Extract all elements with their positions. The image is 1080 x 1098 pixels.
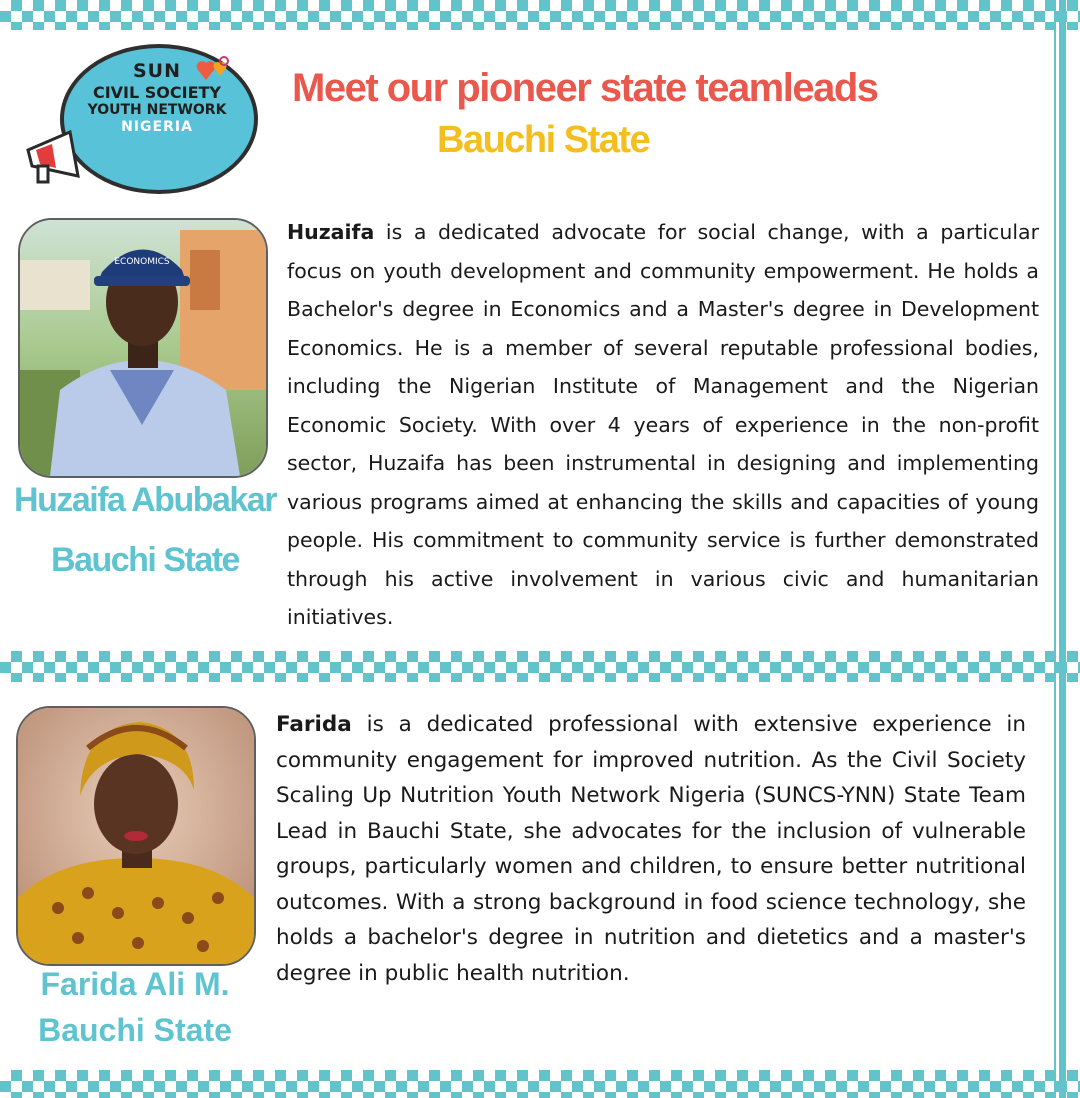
bio-text: is a dedicated advocate for social change, with a particular focus on youth development and community empowerment. He holds a Bachelor's degree in Economics and a Master's degree in Development Economics. He is a member of several reputable professional bodies, including the Nigerian Institute of Management and the Nigerian Economic Society. With over 4 years of experience in the non-profit sector, Huzaifa has been instrumental in designing and implementing various programs aimed at enhancing the skills and capacities of young people. His commitment to community service is further demonstrated through his active involvement in various civic and humanitarian initiatives. <box>287 220 1039 629</box>
megaphone-icon <box>22 126 92 186</box>
page-subtitle: Bauchi State <box>437 119 650 161</box>
logo-line-sun: SUN <box>132 60 181 82</box>
middle-diamond-border <box>0 651 1080 682</box>
profile-state: Bauchi State <box>51 541 239 579</box>
profile-photo-huzaifa <box>18 218 268 478</box>
page-title: Meet our pioneer state teamleads <box>292 66 878 110</box>
logo-line-youth-network: YOUTH NETWORK <box>87 101 227 118</box>
right-border-line <box>1054 0 1056 1098</box>
logo-line-civil-society: CIVIL SOCIETY <box>92 82 222 102</box>
right-border-bar <box>1059 0 1066 1098</box>
bio-lead-name: Huzaifa <box>287 220 375 244</box>
logo-line-nigeria: NIGERIA <box>121 118 193 135</box>
profile-photo-farida <box>16 706 256 966</box>
sun-network-logo <box>22 40 254 192</box>
bio-text: is a dedicated professional with extensive experience in community engagement for improved nutrition. As the Civil Society Scaling Up Nutrition Youth Network Nigeria (SUNCS-YNN) State Team Lead in Bauchi State, she advocates for the inclusion of vulnerable groups, particularly women and children, to ensure better nutritional outcomes. With a strong background in food science technology, she holds a bachelor's degree in nutrition and dietetics and a master's degree in public health nutrition. <box>276 712 1026 986</box>
portrait-man-image <box>20 220 266 476</box>
profile-bio <box>276 707 1026 991</box>
profile-state: Bauchi State <box>38 1012 232 1048</box>
svg-text:ECONOMICS: ECONOMICS <box>114 257 170 267</box>
profile-name: Huzaifa Abubakar <box>14 481 276 519</box>
profile-name: Farida Ali M. <box>40 966 230 1002</box>
top-diamond-border <box>0 0 1080 30</box>
bottom-diamond-border <box>0 1070 1080 1098</box>
portrait-woman-image <box>18 708 254 964</box>
bio-lead-name: Farida <box>276 712 352 737</box>
profile-bio <box>287 213 1039 637</box>
